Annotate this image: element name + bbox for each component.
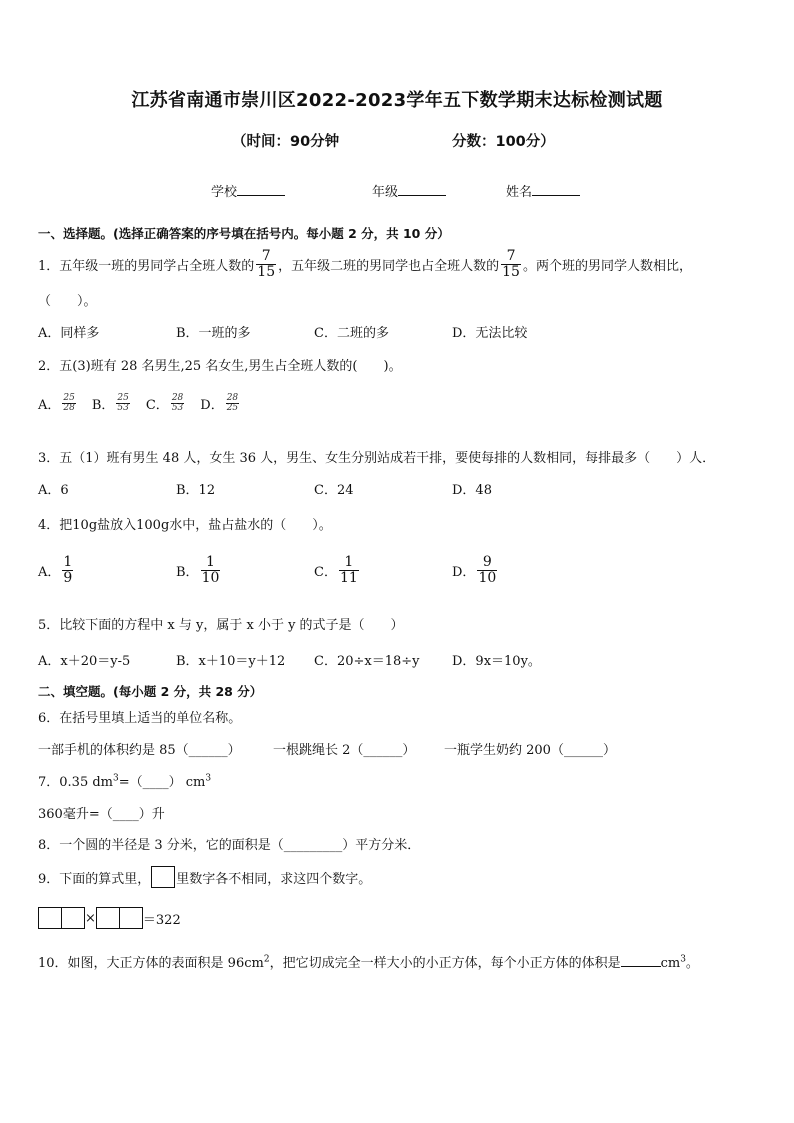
question-6: 6．在括号里填上适当的单位名称。 bbox=[38, 711, 242, 726]
q1-text-b: ，五年级二班的男同学也占全班人数的 bbox=[278, 258, 500, 274]
question-8[interactable]: 8．一个圆的半径是 3 分米，它的面积是（_________）平方分米． bbox=[38, 838, 421, 853]
question-3: 3．五（1）班有男生 48 人，女生 36 人，男生、女生分别站成若干排，要使每排的人数相同，每排最多（ ）人． bbox=[38, 451, 716, 466]
denominator: 15 bbox=[502, 263, 520, 280]
option-label: A． bbox=[38, 564, 61, 580]
q3-option-c[interactable]: C．24 bbox=[314, 483, 354, 498]
answer-box bbox=[151, 866, 175, 888]
option-label: B． bbox=[176, 564, 199, 580]
option-fraction bbox=[339, 555, 359, 585]
denominator: 15 bbox=[257, 263, 276, 280]
grade-blank[interactable] bbox=[398, 183, 446, 196]
q1-option-b[interactable]: B．一班的多 bbox=[176, 326, 251, 341]
numerator: 9 bbox=[482, 554, 492, 570]
option-label: C． bbox=[145, 398, 169, 414]
digit-box[interactable] bbox=[96, 907, 120, 929]
denominator: 11 bbox=[339, 569, 358, 586]
denominator: 53 bbox=[171, 403, 184, 414]
option-fraction bbox=[62, 555, 73, 585]
digit-box[interactable] bbox=[62, 907, 85, 929]
option-fraction bbox=[477, 555, 497, 585]
multiply-sign: × bbox=[85, 910, 96, 926]
name-blank[interactable] bbox=[532, 183, 580, 196]
q2-option-d[interactable] bbox=[200, 394, 241, 414]
q5-option-b[interactable]: B．x＋10＝y＋12 bbox=[176, 654, 286, 669]
digit-box[interactable] bbox=[120, 907, 143, 929]
option-fraction bbox=[62, 394, 75, 414]
numerator: 28 bbox=[226, 393, 239, 403]
school-field bbox=[211, 181, 285, 200]
option-label: C． bbox=[314, 564, 337, 580]
question-7[interactable] bbox=[38, 771, 211, 790]
q2-options bbox=[38, 394, 241, 414]
option-label: B． bbox=[91, 398, 115, 414]
numerator: 1 bbox=[344, 554, 354, 570]
two-digit-box-group-1 bbox=[38, 907, 85, 929]
q10-answer-blank[interactable] bbox=[621, 954, 661, 967]
q9-text-post: 里数字各不相同，求这四个数字。 bbox=[176, 871, 372, 887]
numerator: 7 bbox=[506, 247, 516, 264]
q2-option-c[interactable] bbox=[146, 394, 186, 414]
q7-superscript-1: 3 bbox=[113, 773, 119, 784]
q1-answer-paren[interactable]: （ ）。 bbox=[38, 294, 97, 309]
option-label: D． bbox=[452, 564, 476, 580]
q1-option-c[interactable]: C．二班的多 bbox=[314, 326, 389, 341]
denominator: 10 bbox=[201, 569, 220, 586]
grade-field bbox=[372, 181, 446, 200]
question-5: 5．比较下面的方程中 x 与 y，属于 x 小于 y 的式子是（ ） bbox=[38, 618, 404, 633]
denominator: 25 bbox=[226, 403, 239, 414]
q7-part-b[interactable]: 360毫升=（____）升 bbox=[38, 807, 165, 822]
option-fraction bbox=[201, 555, 221, 585]
name-label: 姓名 bbox=[506, 185, 533, 200]
page-title: 江苏省南通市崇川区2022-2023学年五下数学期末达标检测试题 bbox=[131, 90, 663, 111]
question-1 bbox=[38, 244, 692, 284]
q4-option-b[interactable] bbox=[176, 555, 222, 585]
numerator: 28 bbox=[171, 393, 184, 403]
q4-option-d[interactable] bbox=[452, 555, 499, 585]
numerator: 1 bbox=[206, 554, 215, 570]
question-9 bbox=[38, 866, 371, 888]
q1-text-a: 1．五年级一班的男同学占全班人数的 bbox=[38, 258, 255, 274]
school-blank[interactable] bbox=[237, 183, 285, 196]
q1-fraction-1 bbox=[256, 249, 276, 279]
option-label: A． bbox=[38, 398, 61, 414]
denominator: 10 bbox=[478, 569, 497, 586]
q4-option-a[interactable] bbox=[38, 555, 75, 585]
q1-option-a[interactable]: A．同样多 bbox=[38, 326, 100, 341]
q7-text-mid: =（____） cm bbox=[118, 775, 206, 790]
numerator: 7 bbox=[261, 247, 271, 264]
q7-superscript-2: 3 bbox=[205, 773, 212, 784]
q9-text-pre: 9．下面的算式里， bbox=[38, 871, 151, 887]
q1-option-d[interactable]: D．无法比较 bbox=[452, 326, 528, 341]
q2-option-a[interactable] bbox=[38, 394, 78, 414]
q10-superscript-area: 2 bbox=[263, 954, 270, 965]
two-digit-box-group-2 bbox=[96, 907, 143, 929]
q10-unit: cm bbox=[660, 956, 681, 971]
denominator: 28 bbox=[63, 403, 75, 414]
school-label: 学校 bbox=[211, 185, 238, 200]
q2-option-b[interactable] bbox=[92, 394, 132, 414]
exam-score: 分数：100分） bbox=[452, 134, 555, 150]
name-field bbox=[506, 181, 580, 200]
q5-option-a[interactable]: A．x＋20＝y-5 bbox=[38, 654, 131, 669]
option-fraction bbox=[171, 394, 184, 414]
q3-option-a[interactable]: A．6 bbox=[38, 483, 69, 498]
section2-heading: 二、填空题。(每小题 2 分，共 28 分） bbox=[38, 684, 263, 699]
q3-option-d[interactable]: D．48 bbox=[452, 483, 492, 498]
grade-label: 年级 bbox=[372, 185, 399, 200]
q10-text-mid: ，把它切成完全一样大小的小正方体，每个小正方体的体积是 bbox=[269, 956, 621, 971]
q6-item-rope[interactable]: 一根跳绳长 2（______） bbox=[273, 743, 416, 758]
option-fraction bbox=[116, 394, 129, 414]
q5-option-c[interactable]: C．20÷x＝18÷y bbox=[314, 654, 420, 669]
q10-text-pre: 10．如图，大正方体的表面积是 96cm bbox=[38, 956, 264, 971]
q10-superscript-volume: 3 bbox=[680, 954, 686, 965]
q6-item-milk[interactable]: 一瓶学生奶约 200（______） bbox=[444, 743, 616, 758]
denominator: 53 bbox=[117, 403, 129, 414]
q6-item-phone[interactable]: 一部手机的体积约是 85（______） bbox=[38, 743, 241, 758]
question-4: 4．把10g盐放入100g水中，盐占盐水的（ ）。 bbox=[38, 518, 332, 533]
section1-heading: 一、选择题。(选择正确答案的序号填在括号内。每小题 2 分，共 10 分） bbox=[38, 226, 450, 241]
q4-option-c[interactable] bbox=[314, 555, 361, 585]
option-fraction bbox=[226, 394, 239, 414]
numerator: 25 bbox=[117, 393, 129, 403]
denominator: 9 bbox=[63, 569, 73, 586]
question-10 bbox=[38, 952, 699, 971]
q10-text-end: 。 bbox=[685, 956, 699, 971]
q1-text-c: 。两个班的男同学人数相比， bbox=[522, 258, 692, 274]
exam-time: （时间：90分钟 bbox=[232, 134, 340, 150]
equation-result: ＝322 bbox=[142, 912, 181, 928]
question-2: 2．五(3)班有 28 名男生,25 名女生,男生占全班人数的( )。 bbox=[38, 359, 402, 374]
q1-fraction-2 bbox=[501, 249, 521, 279]
digit-box[interactable] bbox=[38, 907, 62, 929]
numerator: 25 bbox=[63, 393, 75, 403]
q7-text-pre: 7．0.35 dm bbox=[38, 775, 113, 790]
q3-option-b[interactable]: B．12 bbox=[176, 483, 216, 498]
option-label: D． bbox=[200, 398, 224, 414]
q9-equation bbox=[38, 907, 181, 929]
q5-option-d[interactable]: D．9x＝10y。 bbox=[452, 654, 541, 669]
numerator: 1 bbox=[63, 554, 73, 570]
